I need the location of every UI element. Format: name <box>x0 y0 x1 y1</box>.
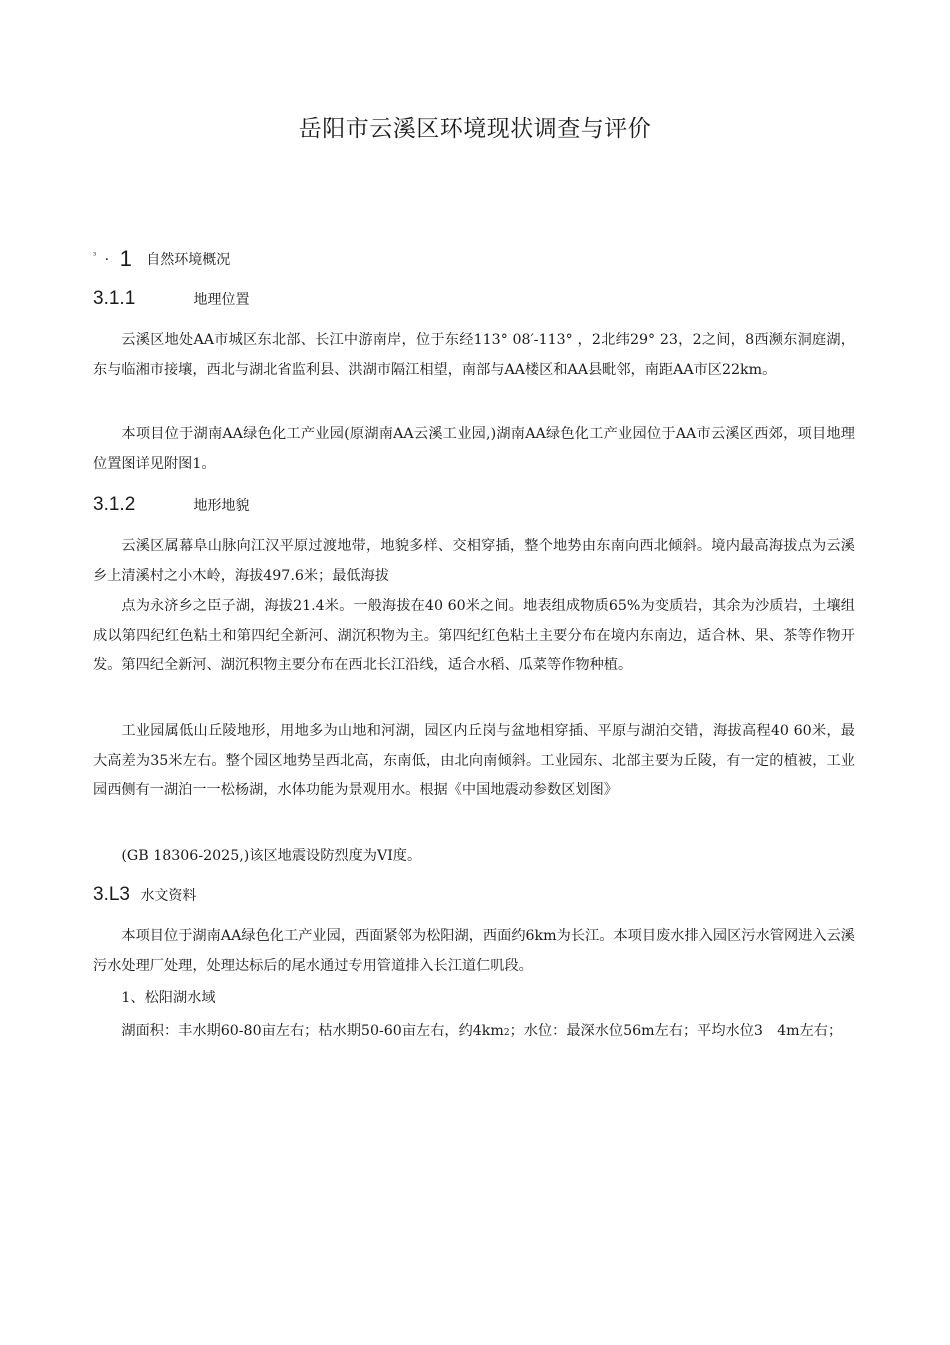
list-item-songyang-lake: 1、松阳湖水域 <box>121 990 216 1006</box>
lake-data-text-a: 湖面积：丰水期60-80亩左右；枯水期50-60亩左右，约4km <box>121 1023 504 1039</box>
subsection-number: 3.1.1 <box>93 288 136 309</box>
subsection-heading-312 <box>93 494 249 516</box>
subsection-number: 3.L3 <box>93 884 130 905</box>
section-heading <box>93 246 230 272</box>
subsection-heading-313 <box>93 884 196 906</box>
paragraph-terrain-3: 工业园属低山丘陵地形，用地多为山地和河湖，园区内丘岗与盆地相穿插、平原与湖泊交错，海拔高程40 60米，最大高差为35米左右。整个园区地势呈西北高，东南低，由北向南倾斜。工业园东、北部主要为丘陵，有一定的植被，工业园西侧有一湖泊一一松杨湖，水体功能为景观用水。根据《中国地震动参数区划图》 <box>93 723 855 798</box>
section-prefix: ³ <box>93 251 97 261</box>
subsection-label: 地形地貌 <box>193 498 250 514</box>
paragraph-lake-data <box>93 1017 855 1049</box>
subsection-heading-311 <box>93 288 249 310</box>
paragraph-terrain-1: 云溪区属幕阜山脉向江汉平原过渡地带，地貌多样、交相穿插，整个地势由东南向西北倾斜。境内最高海拔点为云溪乡上清溪村之小木岭，海拔497.6米；最低海拔 <box>93 538 855 584</box>
section-number: 1 <box>119 246 132 271</box>
paragraph-terrain-4: (GB 18306-2025,)该区地震设防烈度为VI度。 <box>121 848 422 864</box>
section-label: 自然环境概况 <box>146 252 231 268</box>
subsection-label: 水文资料 <box>140 888 197 904</box>
section-dot: · <box>104 252 110 268</box>
paragraph-hydrology: 本项目位于湖南AA绿色化工产业园，西面紧邻为松阳湖，西面约6km为长江。本项目废水排入园区污水管网进入云溪污水处理厂处理，处理达标后的尾水通过专用管道排入长江道仁叽段。 <box>93 928 855 974</box>
paragraph-location: 云溪区地处AA市城区东北部、长江中游南岸，位于东经113° 08′-113° ，2北纬29° 23，2之间，8西濒东洞庭湖，东与临湘市接壤，西北与湖北省监利县、洪湖市隔江相望，南部与AA楼区和AA县毗邻，南距AA市区22km。 <box>93 332 855 378</box>
paragraph-terrain-2: 点为永济乡之臣子湖，海拔21.4米。一般海拔在40 60米之间。地表组成物质65%为变质岩，其余为沙质岩，土壤组成以第四纪红色粘土和第四纪全新河、湖沉积物为主。第四纪红色粘土主要分布在境内东南边，适合林、果、茶等作物开发。第四纪全新河、湖沉积物主要分布在西北长江沿线，适合水稻、瓜菜等作物种植。 <box>93 598 855 673</box>
lake-data-text-b: ；水位：最深水位56m左右；平均水位3 4m左右； <box>509 1023 843 1039</box>
document-title: 岳阳市云溪区环境现状调查与评价 <box>298 116 652 142</box>
paragraph-project-location: 本项目位于湖南AA绿色化工产业园(原湖南AA云溪工业园,)湖南AA绿色化工产业园位于AA市云溪区西郊，项目地理位置图详见附图1。 <box>93 426 855 472</box>
subsection-label: 地理位置 <box>193 292 250 308</box>
subsection-number: 3.1.2 <box>93 494 136 515</box>
lake-data-superscript: 2 <box>503 1028 510 1038</box>
